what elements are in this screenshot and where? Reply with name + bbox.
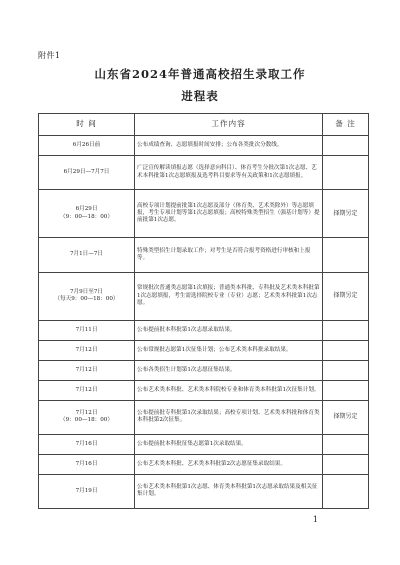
row-time: 6月26日前	[39, 136, 135, 156]
page-number: 1	[312, 515, 318, 524]
row-content: 公布艺术类本科批、艺术类本科院校专业和体育类本科批第1次征集计划。	[135, 380, 323, 400]
row-content: 高校专项计划提前批第1次志愿及部分（体育类、艺术类除外）等志愿填报，考生专项计划等第1次志愿填报；高校特殊类型招生（强基计划等）提前批第1次志愿。	[135, 190, 323, 238]
row-content: 公布艺术类本科批、艺术类本科批第2次志愿征集录取结果。	[135, 454, 323, 474]
row-time: 7月19日	[39, 474, 135, 508]
row-content: 公布提前批本科批征集志愿第1次录取结果。	[135, 434, 323, 454]
table-row	[39, 454, 369, 474]
row-content: 公布艺术类本科批第1次志愿、体育类本科批第1次志愿录取结果及相关征集计划。	[135, 474, 323, 508]
row-content: 公布常规批志愿第1次征集计划；公布艺术类本科批录取结果。	[135, 340, 323, 360]
row-content: 公布各类招生计划第1次志愿征集结果。	[135, 360, 323, 380]
row-content: 公布提前批专科批第1次录取结果；高校专项计划、艺术类本科批和体育类本科批第2次征集。	[135, 400, 323, 434]
header-content: 工作内容	[135, 114, 323, 136]
row-note	[323, 380, 369, 400]
table-row	[39, 155, 369, 189]
row-time: 6月29日 （9：00—18：00）	[39, 190, 135, 238]
table-row	[39, 272, 369, 320]
row-time: 7月11日	[39, 320, 135, 340]
table-row	[39, 238, 369, 272]
table-row	[39, 320, 369, 340]
row-note	[323, 454, 369, 474]
row-time: 7月1日—7日	[39, 238, 135, 272]
table-row	[39, 360, 369, 380]
row-note: 择期另定	[323, 400, 369, 434]
row-note	[323, 155, 369, 189]
row-note	[323, 238, 369, 272]
row-time: 7月12日	[39, 340, 135, 360]
row-time: 7月16日	[39, 454, 135, 474]
row-content: 公布成绩查询、志愿填报时间安排；公布各类批次分数线。	[135, 136, 323, 156]
row-content: 常规批次普通类志愿第1次填报；普通类本科批、专科批及艺术类本科批第1次志愿填报，考生需选择院校专业（专业）志愿；艺术类本科批第1次志愿。	[135, 272, 323, 320]
schedule-table	[38, 113, 369, 509]
row-note	[323, 340, 369, 360]
table-header-row	[39, 114, 369, 136]
table-row	[39, 434, 369, 454]
table-row	[39, 400, 369, 434]
row-note	[323, 320, 369, 340]
row-note	[323, 434, 369, 454]
table-row	[39, 136, 369, 156]
row-note	[323, 474, 369, 508]
row-time: 7月12日	[39, 380, 135, 400]
table-row	[39, 380, 369, 400]
document-subtitle: 进程表	[181, 89, 219, 103]
row-note: 择期另定	[323, 190, 369, 238]
header-time: 时 间	[39, 114, 135, 136]
row-time: 7月12日 （9：00—18：00）	[39, 400, 135, 434]
row-content: 公布提前批本科批第1次志愿录取结果。	[135, 320, 323, 340]
row-note	[323, 360, 369, 380]
table-row	[39, 340, 369, 360]
attachment-label: 附件1	[38, 51, 61, 60]
row-time: 6月29日—7月7日	[39, 155, 135, 189]
document-title: 山东省2024年普通高校招生录取工作	[94, 67, 306, 81]
table-body	[39, 136, 369, 509]
row-content: 广泛宣传解读填报志愿（选择意向科目）、体育考生分批次第1次志愿、艺术本科批第1次志愿填报及选考科目要求等有关政策和1次志愿填报。	[135, 155, 323, 189]
row-content: 特殊类型招生计划录取工作；对考生是否符合报考资格进行审核和上报等。	[135, 238, 323, 272]
table-row	[39, 190, 369, 238]
row-note	[323, 136, 369, 156]
table-row	[39, 474, 369, 508]
row-time: 7月16日	[39, 434, 135, 454]
row-time: 7月9日至7日 （每天9：00—18：00）	[39, 272, 135, 320]
row-note: 择期另定	[323, 272, 369, 320]
row-time: 7月12日	[39, 360, 135, 380]
header-note: 备 注	[323, 114, 369, 136]
